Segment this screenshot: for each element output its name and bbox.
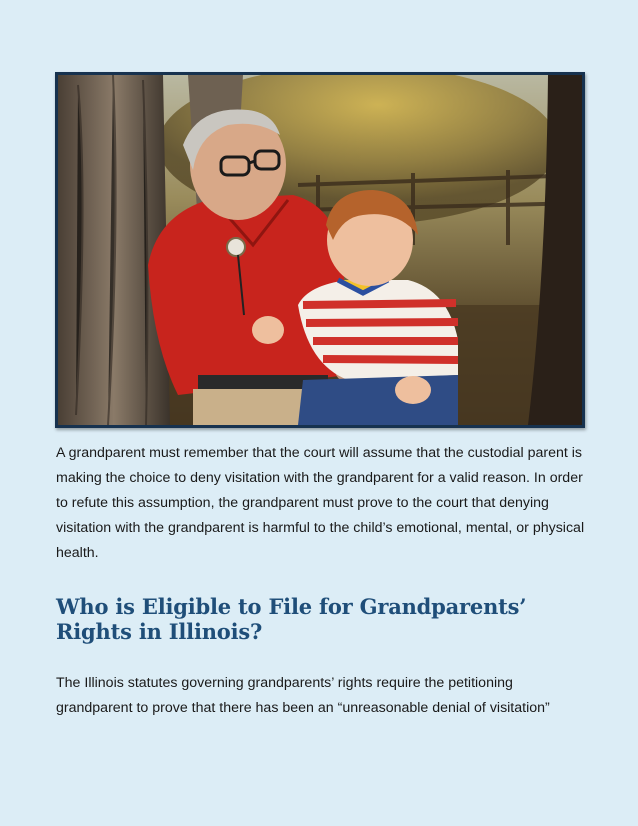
section-heading: Who is Eligible to File for Grandparents’ Rights in Illinois? bbox=[56, 594, 527, 644]
hero-photo bbox=[55, 72, 585, 428]
grandparent-photo-illustration bbox=[58, 75, 582, 425]
statutes-paragraph: The Illinois statutes governing grandparents’ rights require the petitioning grandparent to prove that there has been an “unreasonable denial of visitation” bbox=[56, 675, 550, 716]
intro-paragraph: A grandparent must remember that the court will assume that the custodial parent is making the choice to deny visitation with the grandparent for a valid reason. In order to refute this assumption, the grandparent must prove to the court that denying visitation with the grandparent is harmful to the child’s emotional, mental, or physical health. bbox=[56, 445, 585, 561]
